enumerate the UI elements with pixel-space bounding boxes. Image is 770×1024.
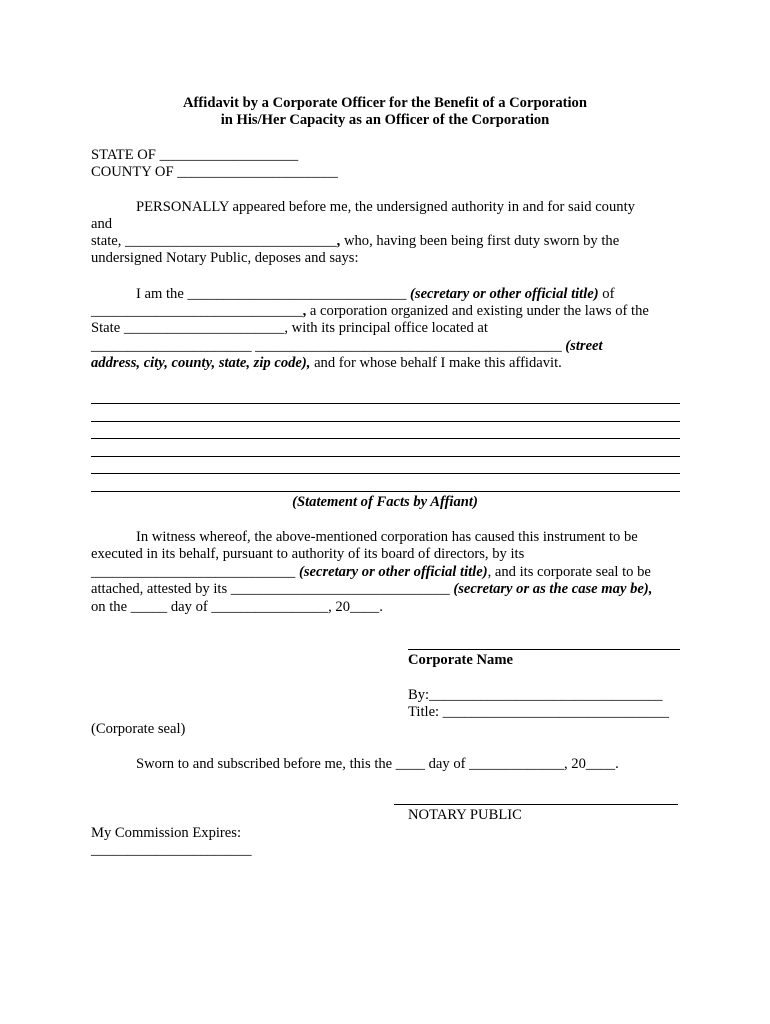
statement-title-hint: (secretary or other official title) [410, 286, 599, 302]
statement-address-hint: address, city, county, state, zip code), [91, 355, 311, 371]
facts-rule-line [91, 473, 680, 474]
witness-seal-text: , and its corporate seal to be [487, 564, 651, 580]
witness-line-1: In witness whereof, the above-mentioned corporation has caused this instrument to be [136, 529, 638, 545]
statement-line-2 [91, 303, 649, 320]
by-line: By:________________________________ [408, 687, 663, 703]
facts-rule-line [91, 491, 680, 492]
witness-title-hint: (secretary or other official title) [298, 564, 488, 580]
title-line: Title: _______________________________ [408, 704, 669, 720]
statement-line-3: State ______________________, with its principal office located at [91, 320, 488, 336]
statement-street-hint: (street [565, 338, 603, 354]
witness-line-4 [91, 581, 652, 598]
document-title-line-2: in His/Her Capacity as an Officer of the Corporation [220, 112, 550, 128]
statement-line-4 [91, 338, 603, 355]
witness-line-3 [91, 564, 651, 581]
facts-rule-line [91, 438, 680, 439]
county-of-line: COUNTY OF ______________________ [91, 164, 338, 180]
statement-line-1 [136, 286, 614, 303]
statement-iam-blank: I am the ______________________________ [136, 286, 411, 302]
statement-address-blank: ______________________ __________________________________________ [91, 338, 566, 354]
corporate-seal-label: (Corporate seal) [91, 721, 186, 737]
intro-line-1: PERSONALLY appeared before me, the undersigned authority in and for said county [136, 199, 635, 215]
corporate-signature-line [408, 649, 680, 650]
notary-signature-line [394, 804, 678, 805]
commission-expires-blank: ______________________ [91, 842, 252, 858]
state-of-line: STATE OF ___________________ [91, 147, 299, 163]
intro-line-4: undersigned Notary Public, deposes and says: [91, 250, 359, 266]
intro-line-3 [91, 233, 619, 250]
statement-of: of [598, 286, 615, 302]
facts-rule-line [91, 403, 680, 404]
witness-secretary-hint: (secretary or as the case may be), [453, 581, 653, 597]
facts-rule-line [91, 456, 680, 457]
document-title-line-1: Affidavit by a Corporate Officer for the Benefit of a Corporation [183, 95, 587, 111]
witness-officer-blank: ____________________________ [91, 564, 299, 580]
witness-line-2: executed in its behalf, pursuant to authority of its board of directors, by its [91, 546, 525, 562]
statement-behalf-text: and for whose behalf I make this affidavit. [310, 355, 562, 371]
intro-state-blank: state, _____________________________ [91, 233, 337, 249]
statement-comma: , [302, 303, 307, 319]
facts-caption: (Statement of Facts by Affiant) [292, 494, 478, 510]
intro-sworn-text: who, having been being first duty sworn by the [340, 233, 620, 249]
statement-corp-text: a corporation organized and existing under the laws of the [306, 303, 649, 319]
commission-expires-label: My Commission Expires: [91, 825, 241, 841]
corporate-name-label: Corporate Name [408, 652, 513, 668]
intro-line-2: and [91, 216, 113, 232]
intro-comma: , [336, 233, 341, 249]
facts-rule-line [91, 421, 680, 422]
statement-line-5 [91, 355, 562, 372]
notary-public-label: NOTARY PUBLIC [408, 807, 522, 823]
witness-attested-blank: attached, attested by its ______________________________ [91, 581, 454, 597]
witness-date-line: on the _____ day of ________________, 20____. [91, 599, 383, 615]
sworn-line: Sworn to and subscribed before me, this the ____ day of _____________, 20____. [136, 756, 619, 772]
statement-corp-blank: _____________________________ [91, 303, 303, 319]
